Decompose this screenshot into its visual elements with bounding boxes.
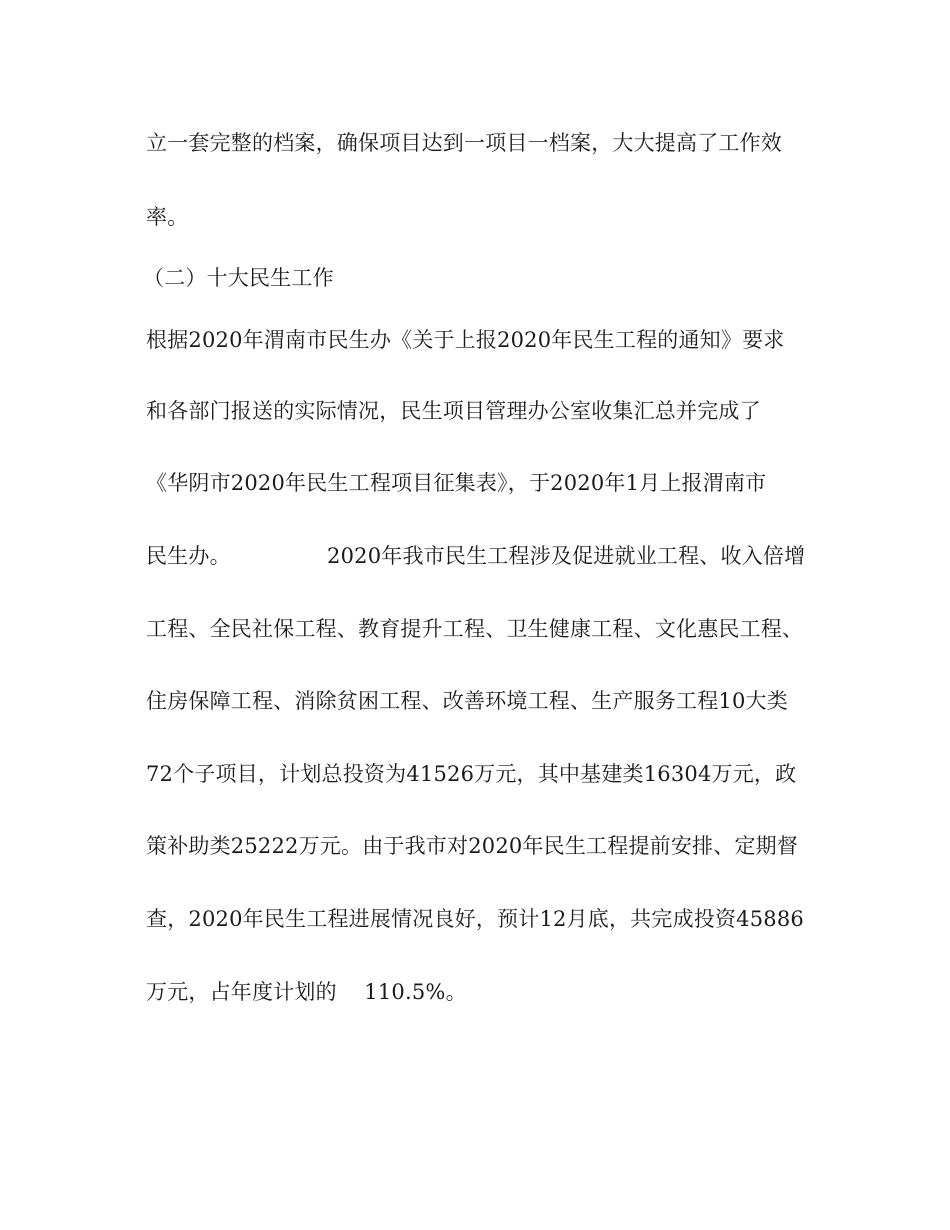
body-line-5: 《华阴市2020年民生工程项目征集表》，于2020年1月上报渭南市 [146,471,767,495]
body-line-1: 立一套完整的档案，确保项目达到一项目一档案，大大提高了工作效 [146,131,782,155]
body-line-10: 策补助类25222万元。由于我市对2020年民生工程提前安排、定期督 [146,834,799,858]
body-line-9: 72个子项目，计划总投资为41526万元，其中基建类16304万元，政 [146,762,797,786]
body-line-3: 根据2020年渭南市民生办《关于上报2020年民生工程的通知》要求 [146,328,785,352]
section-heading: （二）十大民生工作 [143,266,334,290]
body-line-11: 查，2020年民生工程进展情况良好，预计12月底，共完成投资45886 [146,907,804,931]
body-line-4: 和各部门报送的实际情况，民生项目管理办公室收集汇总并完成了 [146,399,761,423]
body-line-2: 率。 [146,205,189,229]
body-line-6: 民生办。 2020年我市民生工程涉及促进就业工程、收入倍增 [146,544,806,568]
body-line-7: 工程、全民社保工程、教育提升工程、卫生健康工程、文化惠民工程、 [146,617,804,641]
body-line-12: 万元，占年度计划的 110.5%。 [146,980,467,1004]
body-line-8: 住房保障工程、消除贫困工程、改善环境工程、生产服务工程10大类 [146,689,788,713]
